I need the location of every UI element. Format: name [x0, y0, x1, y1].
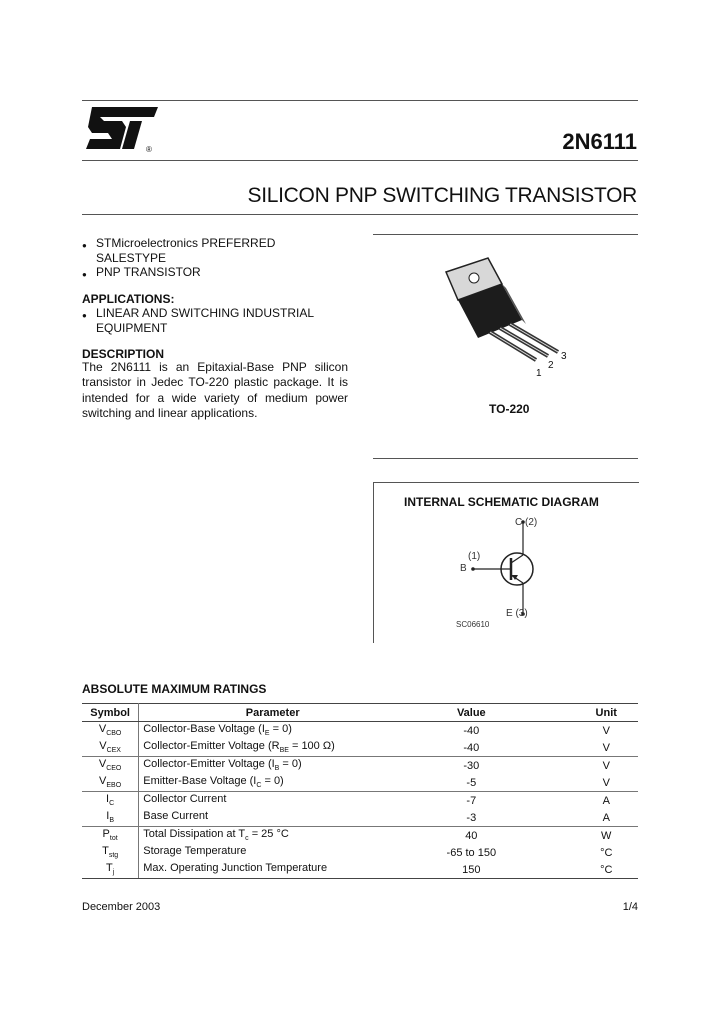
- title-rule: [82, 214, 638, 215]
- unit-cell: A: [540, 792, 638, 810]
- bullet-icon: ●: [82, 311, 87, 320]
- application-item: ● LINEAR AND SWITCHING INDUSTRIAL EQUIPMENT: [82, 306, 315, 335]
- parameter-cell: Max. Operating Junction Temperature: [139, 861, 402, 879]
- applications-heading: APPLICATIONS:: [82, 292, 175, 306]
- unit-cell: V: [602, 741, 610, 754]
- ratings-body: [82, 722, 638, 879]
- parameter-cell: Collector Current: [139, 792, 402, 810]
- unit-cell: V: [602, 724, 610, 737]
- unit-cell: W: [540, 827, 638, 845]
- symbol-cell: $I_C$: [82, 792, 139, 810]
- col-parameter: Parameter: [139, 704, 402, 722]
- pin-2-label: 2: [548, 360, 554, 371]
- ratings-heading: ABSOLUTE MAXIMUM RATINGS: [82, 682, 267, 696]
- ratings-header-row: [82, 704, 638, 722]
- symbol-cell: $V_{CEX}$: [82, 739, 139, 757]
- table-row: [82, 739, 638, 757]
- table-row: [82, 861, 638, 879]
- symbol-cell: $V_{CEO}$: [82, 757, 139, 775]
- bullet-icon: ●: [82, 241, 87, 250]
- unit-cell: V: [602, 776, 610, 789]
- unit-cell: A: [602, 811, 610, 824]
- table-row: [82, 844, 638, 861]
- symbol-cell: $T_{stg}$: [82, 844, 139, 861]
- symbol-cell: $P_{tot}$: [82, 827, 139, 845]
- parameter-cell: Base Current: [143, 810, 209, 823]
- feature-item: ● STMicroelectronics PREFERRED SALESTYPE: [82, 236, 276, 265]
- base-pin-label: (1): [468, 551, 481, 562]
- value-cell: -40: [463, 741, 480, 754]
- col-unit: Unit: [540, 704, 638, 722]
- table-row: [82, 722, 638, 740]
- symbol-cell: $I_B$: [82, 809, 139, 827]
- col-symbol: Symbol: [82, 704, 139, 722]
- base-label: B: [460, 563, 467, 574]
- value-cell: -3: [466, 811, 477, 824]
- st-logo: [82, 105, 162, 155]
- value-cell: -65 to 150: [446, 846, 497, 859]
- value-cell: -7: [402, 792, 540, 810]
- description-text: The 2N6111 is an Epitaxial-Base PNP silicon transistor in Jedec TO-220 plastic package. It is intended for a wide variety of medium power switching and linear applications.: [82, 360, 348, 420]
- ratings-table: [82, 703, 638, 879]
- package-top-rule: [373, 234, 638, 235]
- to220-package-image: [436, 252, 586, 382]
- registered-mark: ®: [146, 145, 152, 154]
- emitter-label: E (3): [506, 608, 528, 619]
- value-cell: -40: [463, 724, 480, 737]
- bullet-icon: ●: [82, 270, 87, 279]
- package-bottom-rule: [373, 458, 638, 459]
- symbol-cell: $T_j$: [82, 861, 139, 879]
- parameter-cell: Total Dissipation at $T_c = 25$ °C: [139, 827, 402, 845]
- document-title: SILICON PNP SWITCHING TRANSISTOR: [247, 184, 637, 207]
- header-bottom-rule: [82, 160, 638, 161]
- table-row: [82, 809, 638, 827]
- col-value: Value: [402, 704, 540, 722]
- table-row: [82, 792, 638, 810]
- pin-3-label: 3: [561, 351, 567, 362]
- table-row: [82, 757, 638, 775]
- symbol-cell: $V_{EBO}$: [82, 774, 139, 792]
- value-cell: -5: [466, 776, 477, 789]
- package-name: TO-220: [489, 402, 530, 416]
- table-row: [82, 827, 638, 845]
- table-row: [82, 774, 638, 792]
- collector-label: C (2): [515, 517, 538, 528]
- pin-1-label: 1: [536, 368, 542, 379]
- unit-cell: °C: [540, 861, 638, 879]
- feature-item: ● PNP TRANSISTOR: [84, 265, 201, 280]
- unit-cell: °C: [600, 846, 613, 859]
- value-cell: 40: [402, 827, 540, 845]
- parameter-cell: Emitter-Base Voltage $(I_C = 0)$: [143, 775, 284, 790]
- parameter-cell: Collector-Emitter Voltage ($R_{BE} = 100$ Ω): [143, 740, 335, 755]
- schematic-ref: SC06610: [456, 620, 490, 629]
- parameter-cell: Collector-Emitter Voltage $(I_B = 0)$: [139, 757, 402, 775]
- footer-date: December 2003: [82, 901, 161, 913]
- part-number: 2N6111: [562, 129, 637, 154]
- parameter-cell: Storage Temperature: [143, 845, 247, 858]
- value-cell: -30: [402, 757, 540, 775]
- unit-cell: V: [540, 757, 638, 775]
- description-heading: DESCRIPTION: [82, 347, 165, 361]
- footer-page: 1/4: [622, 901, 638, 913]
- value-cell: 150: [402, 861, 540, 879]
- parameter-cell: Collector-Base Voltage $(I_E = 0)$: [143, 723, 292, 738]
- header-top-rule: [82, 100, 638, 101]
- schematic-title: INTERNAL SCHEMATIC DIAGRAM: [404, 495, 599, 509]
- symbol-cell: $V_{CBO}$: [82, 722, 139, 740]
